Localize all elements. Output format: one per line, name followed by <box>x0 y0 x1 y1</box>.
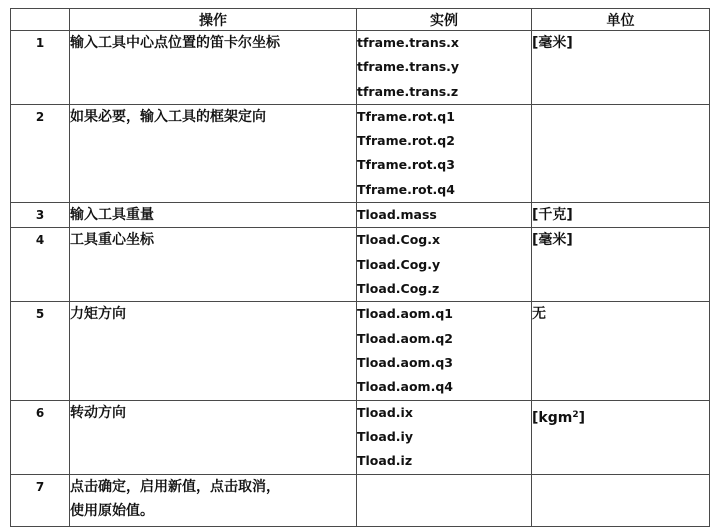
row-number: 3 <box>11 203 70 228</box>
row-number: 1 <box>11 31 70 105</box>
unit-close-bracket: ] <box>578 409 585 426</box>
example-line: Tload.aom.q2 <box>357 330 453 346</box>
operation-cell: 转动方向 <box>70 400 357 474</box>
operation-line: 使用原始值。 <box>70 502 154 519</box>
example-cell <box>357 302 532 400</box>
example-line: Tframe.rot.q1 <box>357 108 455 124</box>
example-line: tframe.trans.x <box>357 35 459 50</box>
operation-cell: 工具重心坐标 <box>70 228 357 302</box>
table-row <box>11 400 710 474</box>
table-row <box>11 228 710 302</box>
row-number: 5 <box>11 302 70 400</box>
example-line: Tload.iy <box>357 428 413 444</box>
unit-cell <box>532 400 710 474</box>
example-line: Tload.Cog.x <box>357 232 441 248</box>
example-line: Tload.Cog.y <box>357 256 441 272</box>
unit-cell <box>532 474 710 526</box>
example-line: Tload.iz <box>357 453 413 469</box>
header-unit: 单位 <box>532 9 710 31</box>
example-line: Tframe.rot.q3 <box>357 157 455 173</box>
example-line: tframe.trans.z <box>357 83 459 99</box>
unit-exponent: 2 <box>572 409 579 420</box>
example-line: Tload.ix <box>357 404 413 420</box>
example-line: Tload.Cog.z <box>357 280 440 296</box>
unit-kgm-text: [kgm <box>532 409 573 426</box>
example-cell <box>357 400 532 474</box>
unit-cell: [千克] <box>532 203 710 228</box>
table-row <box>11 31 710 105</box>
header-row <box>11 9 710 31</box>
example-line: Tload.aom.q1 <box>357 306 453 322</box>
operation-cell: 力矩方向 <box>70 302 357 400</box>
example-cell <box>357 474 532 526</box>
example-line: Tload.mass <box>357 207 437 223</box>
example-line: tframe.trans.y <box>357 59 460 75</box>
unit-cell: [毫米] <box>532 228 710 302</box>
operation-cell: 输入工具中心点位置的笛卡尔坐标 <box>70 31 357 105</box>
unit-cell: 无 <box>532 302 710 400</box>
parameter-table <box>10 8 710 527</box>
example-line: Tload.aom.q3 <box>357 354 453 370</box>
operation-cell <box>70 474 357 526</box>
example-cell <box>357 203 532 228</box>
table-row <box>11 203 710 228</box>
operation-cell: 输入工具重量 <box>70 203 357 228</box>
unit-cell <box>532 104 710 202</box>
example-cell <box>357 104 532 202</box>
unit-kgm2 <box>532 406 585 430</box>
unit-cell: [毫米] <box>532 31 710 105</box>
example-line: Tload.aom.q4 <box>357 379 453 395</box>
example-line: Tframe.rot.q4 <box>357 181 455 197</box>
header-blank <box>11 9 70 31</box>
header-example: 实例 <box>357 9 532 31</box>
operation-line: 点击确定，启用新值，点击取消， <box>70 478 280 495</box>
example-cell <box>357 31 532 105</box>
table-row <box>11 104 710 202</box>
row-number: 7 <box>11 474 70 526</box>
table-row <box>11 474 710 526</box>
row-number: 4 <box>11 228 70 302</box>
row-number: 2 <box>11 104 70 202</box>
row-number: 6 <box>11 400 70 474</box>
operation-cell: 如果必要，输入工具的框架定向 <box>70 104 357 202</box>
example-cell <box>357 228 532 302</box>
header-operation: 操作 <box>70 9 357 31</box>
table-row <box>11 302 710 400</box>
example-line: Tframe.rot.q2 <box>357 133 455 149</box>
